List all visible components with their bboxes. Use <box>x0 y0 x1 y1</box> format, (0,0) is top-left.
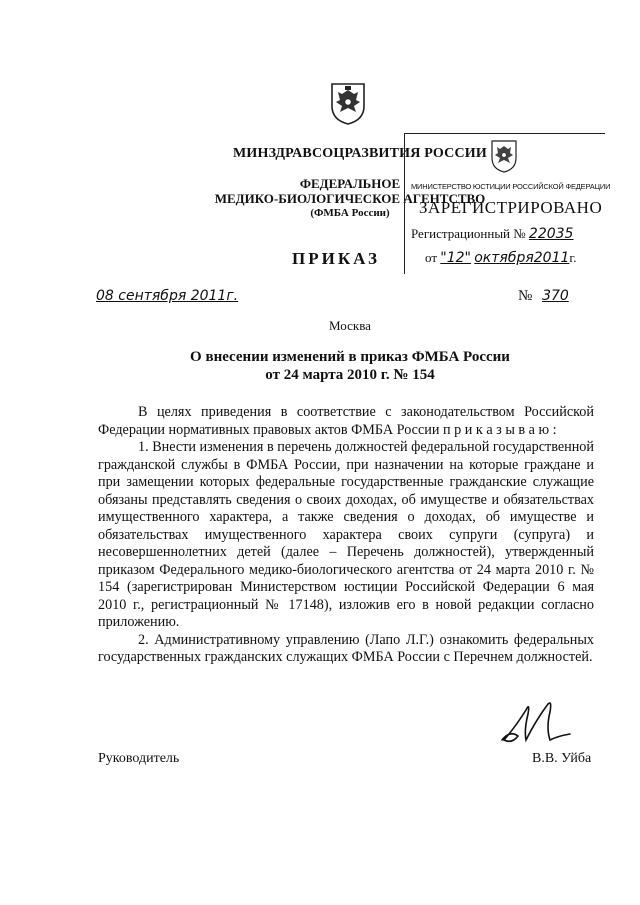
stamp-ministry: МИНИСТЕРСТВО ЮСТИЦИИ РОССИЙСКОЙ ФЕДЕРАЦИИ <box>411 182 611 191</box>
order-number-block <box>518 288 569 305</box>
stamp-status: ЗАРЕГИСТРИРОВАНО <box>419 198 603 217</box>
stamp-date-suffix: г. <box>569 250 577 265</box>
stamp-date-year: 2011 <box>533 250 570 266</box>
order-subject <box>150 348 550 384</box>
stamp-date-month: октября <box>474 250 534 266</box>
agency-line-2: МЕДИКО-БИОЛОГИЧЕСКОЕ АГЕНТСТВО <box>214 191 486 206</box>
signer-title: Руководитель <box>98 751 180 766</box>
signer-name: В.В. Уйба <box>532 751 592 766</box>
stamp-date-day: "12" <box>440 250 471 266</box>
coat-of-arms-icon <box>328 80 368 126</box>
stamp-registration-number <box>411 226 573 242</box>
order-number-label: № <box>518 288 533 304</box>
item-2-paragraph: 2. Административному управлению (Лапо Л.Г.) ознакомить федеральных государственных гражданских служащих ФМБА России с Перечнем должностей. <box>98 631 594 665</box>
subject-line-1: О внесении изменений в приказ ФМБА России <box>190 349 510 365</box>
city: Москва <box>329 318 371 333</box>
agency-line-1: ФЕДЕРАЛЬНОЕ <box>299 176 401 191</box>
stamp-date-prefix: от <box>425 250 438 265</box>
registration-stamp <box>404 133 611 274</box>
order-number: 370 <box>542 288 569 304</box>
preamble-paragraph: В целях приведения в соответствие с законодательством Российской Федерации нормативных правовых актов ФМБА России п р и к а з ы в а ю : <box>98 404 594 438</box>
handwritten-signature-icon <box>496 696 576 748</box>
agency-short-name: (ФМБА России) <box>310 207 390 219</box>
order-body <box>98 404 594 667</box>
document-type: ПРИКАЗ <box>292 249 380 268</box>
subject-line-2: от 24 марта 2010 г. № 154 <box>265 367 435 383</box>
stamp-reg-label: Регистрационный № <box>411 226 526 241</box>
ministry-name: МИНЗДРАВСОЦРАЗВИТИЯ РОССИИ <box>233 146 487 161</box>
stamp-date <box>425 250 577 266</box>
item-1-paragraph: 1. Внести изменения в перечень должностей федеральной государственной гражданской службы в ФМБА России, при назначении на которые граждане и при замещении которых федеральные государственные гражданские служащие обязаны представлять сведения о своих доходах, об имуществе и обязательствах имущественного характера, а также сведения о доходах, об имуществе и обязательствах имущественного характера своих супруги (супруга) и несовершеннолетних детей (далее – Перечень должностей), утвержденный приказом Федерального медико-биологического агентства от 24 марта 2010 г. № 154 (зарегистрирован Министерством юстиции Российской Федерации 6 мая 2010 г., регистрационный № 17148), изложив его в новой редакции согласно приложению. <box>98 439 594 630</box>
stamp-emblem-icon <box>489 138 519 174</box>
order-date: 08 сентября 2011г. <box>96 288 239 304</box>
stamp-reg-number: 22035 <box>528 226 574 242</box>
